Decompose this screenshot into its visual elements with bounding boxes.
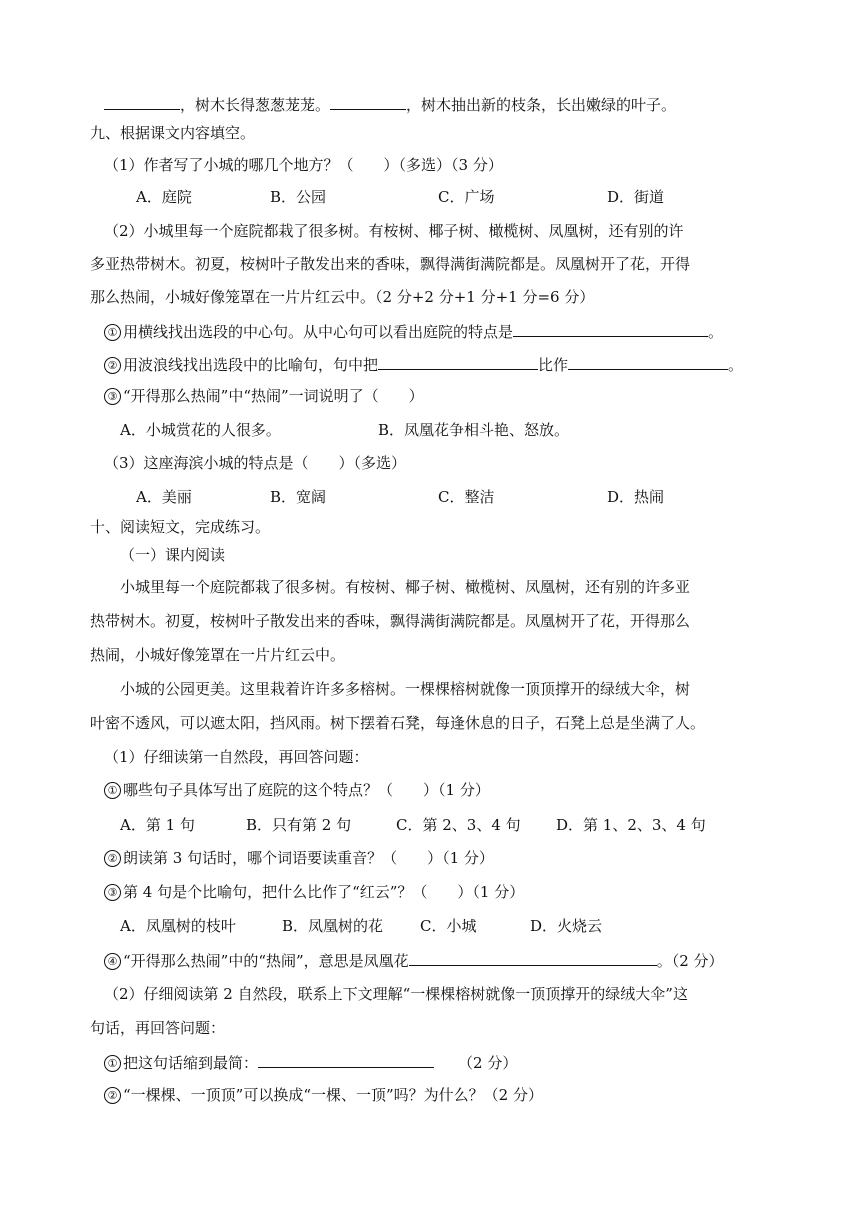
circled-number: ① [104, 324, 121, 341]
fill-line-trees: ，树木长得葱葱茏茏。 ，树木抽出新的枝条，长出嫩绿的叶子。 [104, 93, 676, 113]
option-d[interactable]: D．街道 [607, 188, 665, 206]
option-c[interactable]: C．第 2、3、4 句 [396, 816, 521, 834]
s10-q1-sub1-options [0, 815, 860, 835]
circled-number: ① [104, 782, 121, 799]
s10-q2-text-1: （2）仔细阅读第 2 自然段，联系上下文理解“一棵棵榕树就像一顶顶撑开的绿绒大伞”这 [104, 985, 688, 1003]
s9-q3-options [0, 487, 860, 507]
option-b[interactable]: B．宽阔 [270, 488, 327, 506]
s9-q2-sub1: ① 用横线找出选段的中心句。从中心句可以看出庭院的特点是 。 [104, 320, 723, 340]
s10-q2-sub2: ② “一棵棵、一顶顶”可以换成“一棵、一顶”吗？为什么？（2 分） [104, 1085, 543, 1105]
answer-blank[interactable] [409, 949, 657, 966]
s9-q2-text-2: 多亚热带树木。初夏，桉树叶子散发出来的香味，飘得满街满院都是。凤凰树开了花，开得 [90, 255, 691, 273]
option-d[interactable]: D．第 1、2、3、4 句 [556, 816, 706, 834]
s10-q1-sub3-options [0, 916, 860, 936]
blank[interactable] [330, 93, 406, 110]
section-10-heading: 十、阅读短文，完成练习。 [90, 518, 271, 536]
answer-blank[interactable] [568, 353, 728, 370]
circled-number: ① [104, 1055, 121, 1072]
option-d[interactable]: D．火烧云 [530, 917, 603, 935]
circled-number: ③ [104, 884, 121, 901]
s9-q2-text-3: 那么热闹，小城好像笼罩在一片片红云中。（2 分+2 分+1 分+1 分=6 分） [90, 288, 595, 306]
option-a[interactable]: A．第 1 句 [120, 816, 195, 834]
option-c[interactable]: C．整洁 [438, 488, 495, 506]
section-9-heading: 九、根据课文内容填空。 [90, 124, 256, 142]
option-a[interactable]: A．小城赏花的人很多。 [120, 421, 281, 439]
passage-p1-line2: 热带树木。初夏，桉树叶子散发出来的香味，飘得满街满院都是。凤凰树开了花，开得那么 [90, 612, 691, 630]
answer-blank[interactable] [378, 353, 538, 370]
s10-q1-sub2: ② 朗读第 3 句话时，哪个词语要读重音？（ ）（1 分） [104, 848, 494, 868]
option-b[interactable]: B．凤凰树的花 [282, 917, 384, 935]
s9-q2-sub3-options [0, 420, 860, 440]
option-b[interactable]: B．只有第 2 句 [246, 816, 352, 834]
option-a[interactable]: A．庭院 [136, 188, 192, 206]
circled-number: ② [104, 1087, 121, 1104]
circled-number: ② [104, 357, 121, 374]
passage-p1-line1: 小城里每一个庭院都栽了很多树。有桉树、椰子树、橄榄树、凤凰树，还有别的许多亚 [120, 578, 691, 596]
s9-q1-options [0, 187, 860, 207]
s10-q1-sub4: ④ “开得那么热闹”中的“热闹”，意思是凤凰花 。（2 分） [104, 949, 724, 969]
option-c[interactable]: C．小城 [420, 917, 477, 935]
option-b[interactable]: B．公园 [270, 188, 327, 206]
option-b[interactable]: B．凤凰花争相斗艳、怒放。 [378, 421, 570, 439]
s10-q1-sub3: ③ 第 4 句是个比喻句，把什么比作了“红云”？（ ）（1 分） [104, 882, 524, 902]
s9-q2-sub3: ③ “开得那么热闹”中“热闹”一词说明了（ ） [104, 386, 424, 406]
s9-q1: （1）作者写了小城的哪几个地方？（ ）（多选）（3 分） [104, 156, 503, 174]
passage-p2-line1: 小城的公园更美。这里栽着许许多多榕树。一棵棵榕树就像一顶顶撑开的绿绒大伞，树 [120, 680, 691, 698]
s9-q2-sub2: ② 用波浪线找出选段中的比喻句，句中把 比作 。 [104, 353, 743, 373]
blank[interactable] [104, 93, 180, 110]
option-a[interactable]: A．凤凰树的枝叶 [120, 917, 236, 935]
answer-blank[interactable] [258, 1051, 434, 1068]
s10-q2-sub1: ① 把这句话缩到最简： （2 分） [104, 1051, 517, 1071]
option-c[interactable]: C．广场 [438, 188, 495, 206]
passage-p1-line3: 热闹，小城好像笼罩在一片片红云中。 [90, 646, 346, 664]
passage-p2-line2: 叶密不透风，可以遮太阳，挡风雨。树下摆着石凳，每逢休息的日子，石凳上总是坐满了人。 [90, 714, 706, 732]
option-a[interactable]: A．美丽 [136, 488, 192, 506]
circled-number: ③ [104, 388, 121, 405]
circled-number: ④ [104, 953, 121, 970]
s9-q2-text-1: （2）小城里每一个庭院都栽了很多树。有桉树、椰子树、橄榄树、凤凰树，还有别的许 [104, 222, 684, 240]
s10-q1: （1）仔细读第一自然段，再回答问题： [104, 748, 369, 766]
s9-q3: （3）这座海滨小城的特点是（ ）（多选） [104, 454, 407, 472]
s10-q2-text-2: 句话，再回答问题： [90, 1019, 226, 1037]
option-d[interactable]: D．热闹 [607, 488, 665, 506]
s10-q1-sub1: ① 哪些句子具体写出了庭院的这个特点？（ ）（1 分） [104, 780, 490, 800]
answer-blank[interactable] [513, 320, 708, 337]
subsection-heading: （一）课内阅读 [120, 546, 226, 564]
circled-number: ② [104, 850, 121, 867]
